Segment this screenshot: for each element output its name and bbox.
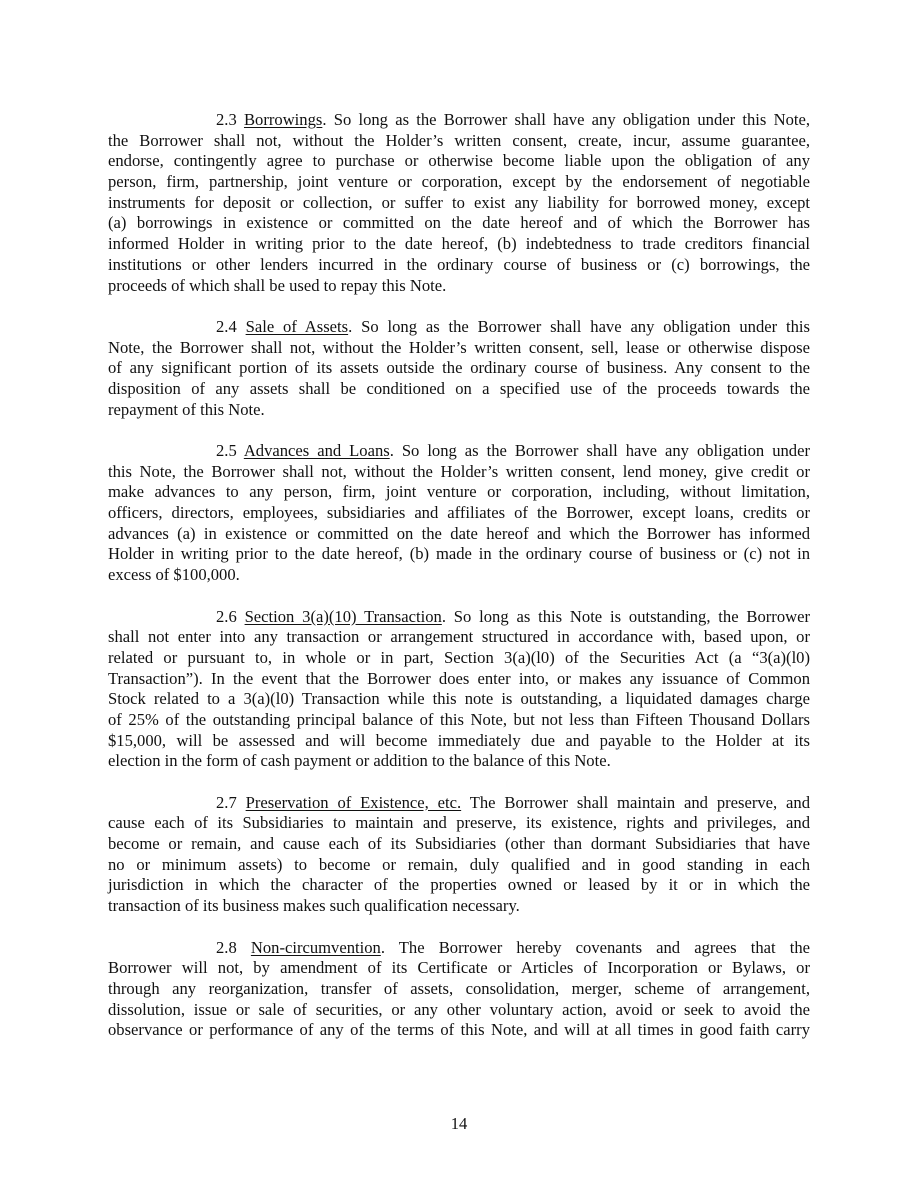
section-number: 2.6 [216, 606, 237, 626]
section-number: 2.5 [216, 441, 237, 460]
section-paragraph [108, 317, 810, 420]
paragraph-line: transaction of its business makes such qualification necessary. [108, 896, 520, 916]
section-number: 2.7 [216, 792, 237, 812]
paragraph-line: proceeds of which shall be used to repay this Note. [108, 275, 447, 295]
section-heading: Preservation of Existence, etc. [245, 792, 462, 812]
section-paragraph [108, 110, 810, 296]
paragraph-line: Holder in writing prior to the date hereof, (b) made in the ordinary course of business or (c) not in [108, 544, 810, 564]
paragraph-line: $15,000, will be assessed and will become immediately due and payable to the Holder at its [108, 730, 810, 750]
paragraph-line [108, 441, 810, 462]
section-number: 2.4 [216, 316, 237, 336]
section-paragraph [108, 441, 810, 586]
paragraph-line: the Borrower shall not, without the Holder’s written consent, create, incur, assume guarantee, [108, 130, 810, 150]
paragraph-text: . So long as the Borrower shall have any obligation under this Note, [322, 110, 810, 129]
paragraph-line: shall not enter into any transaction or arrangement structured in accordance with, based upon, or [108, 627, 810, 647]
paragraph-line: observance or performance of any of the terms of this Note, and will at all times in good faith carry [108, 1020, 810, 1040]
paragraph-line: officers, directors, employees, subsidiaries and affiliates of the Borrower, except loans, credits or [108, 503, 810, 523]
paragraph-line: endorse, contingently agree to purchase or otherwise become liable upon the obligation of any [108, 151, 810, 171]
paragraph-line: election in the form of cash payment or addition to the balance of this Note. [108, 751, 611, 771]
paragraph-line [108, 317, 810, 338]
paragraph-text: . So long as this Note is outstanding, the Borrower [441, 606, 810, 626]
paragraph-line: become or remain, and cause each of its Subsidiaries (other than dormant Subsidiaries that have [108, 834, 810, 854]
paragraph-line: Borrower will not, by amendment of its Certificate or Articles of Incorporation or Bylaws, or [108, 958, 810, 978]
paragraph-line: excess of $100,000. [108, 565, 240, 585]
section-number: 2.8 [216, 937, 237, 957]
section-paragraph [108, 607, 810, 773]
paragraph-line: instruments for deposit or collection, or suffer to exist any liability for borrowed money, except [108, 192, 810, 212]
paragraph-line: person, firm, partnership, joint venture or corporation, except by the endorsement of negotiable [108, 172, 810, 192]
paragraph-text: . The Borrower hereby covenants and agrees that the [380, 937, 810, 957]
paragraph-line: jurisdiction in which the character of the properties owned or leased by it or in which the [108, 875, 810, 895]
page-number: 14 [450, 1114, 468, 1133]
paragraph-line: Note, the Borrower shall not, without the Holder’s written consent, sell, lease or otherwise dispose [108, 337, 810, 357]
section-heading: Advances and Loans [243, 441, 390, 460]
paragraph-line: (a) borrowings in existence or committed on the date hereof and of which the Borrower has [108, 213, 810, 233]
section-paragraph [108, 793, 810, 917]
paragraph-line: informed Holder in writing prior to the date hereof, (b) indebtedness to trade creditors financial [108, 234, 810, 254]
section-heading: Sale of Assets [245, 316, 349, 336]
paragraph-text: The Borrower shall maintain and preserve, and [461, 792, 810, 812]
section-number: 2.3 [216, 110, 237, 129]
paragraph-line [108, 938, 810, 959]
section-heading: Section 3(a)(10) Transaction [244, 606, 442, 626]
paragraph-line: institutions or other lenders incurred in the ordinary course of business or (c) borrowings, the [108, 254, 810, 274]
paragraph-line: no or minimum assets) to become or remain, duly qualified and in good standing in each [108, 854, 810, 874]
paragraph-line: make advances to any person, firm, joint venture or corporation, including, without limitation, [108, 482, 810, 502]
section-paragraph [108, 938, 810, 1041]
paragraph-line [108, 793, 810, 814]
paragraph-line: Transaction”). In the event that the Borrower does enter into, or makes any issuance of Common [108, 668, 810, 688]
paragraph-line: Stock related to a 3(a)(l0) Transaction while this note is outstanding, a liquidated damages charge [108, 689, 810, 709]
paragraph-line: cause each of its Subsidiaries to maintain and preserve, its existence, rights and privileges, and [108, 813, 810, 833]
paragraph-line: disposition of any assets shall be conditioned on a specified use of the proceeds towards the [108, 378, 810, 398]
section-heading: Borrowings [243, 110, 323, 129]
paragraph-line [108, 110, 810, 131]
paragraph-text: . So long as the Borrower shall have any obligation under this [348, 316, 810, 336]
document-body [108, 110, 810, 1062]
section-heading: Non-circumvention [250, 937, 381, 957]
paragraph-text: . So long as the Borrower shall have any obligation under [389, 441, 810, 460]
paragraph-line: through any reorganization, transfer of assets, consolidation, merger, scheme of arrangement, [108, 978, 810, 998]
paragraph-line: dissolution, issue or sale of securities, or any other voluntary action, avoid or seek to avoid the [108, 999, 810, 1019]
paragraph-line: advances (a) in existence or committed on the date hereof and which the Borrower has informed [108, 523, 810, 543]
paragraph-line: of 25% of the outstanding principal balance of this Note, but not less than Fifteen Thousand Dollars [108, 709, 810, 729]
paragraph-line: related or pursuant to, in whole or in part, Section 3(a)(l0) of the Securities Act (a “3(a)(l0) [108, 647, 810, 667]
paragraph-line [108, 607, 810, 628]
paragraph-line: this Note, the Borrower shall not, without the Holder’s written consent, lend money, give credit or [108, 461, 810, 481]
paragraph-line: of any significant portion of its assets outside the ordinary course of business. Any consent to the [108, 358, 810, 378]
paragraph-line: repayment of this Note. [108, 399, 265, 419]
